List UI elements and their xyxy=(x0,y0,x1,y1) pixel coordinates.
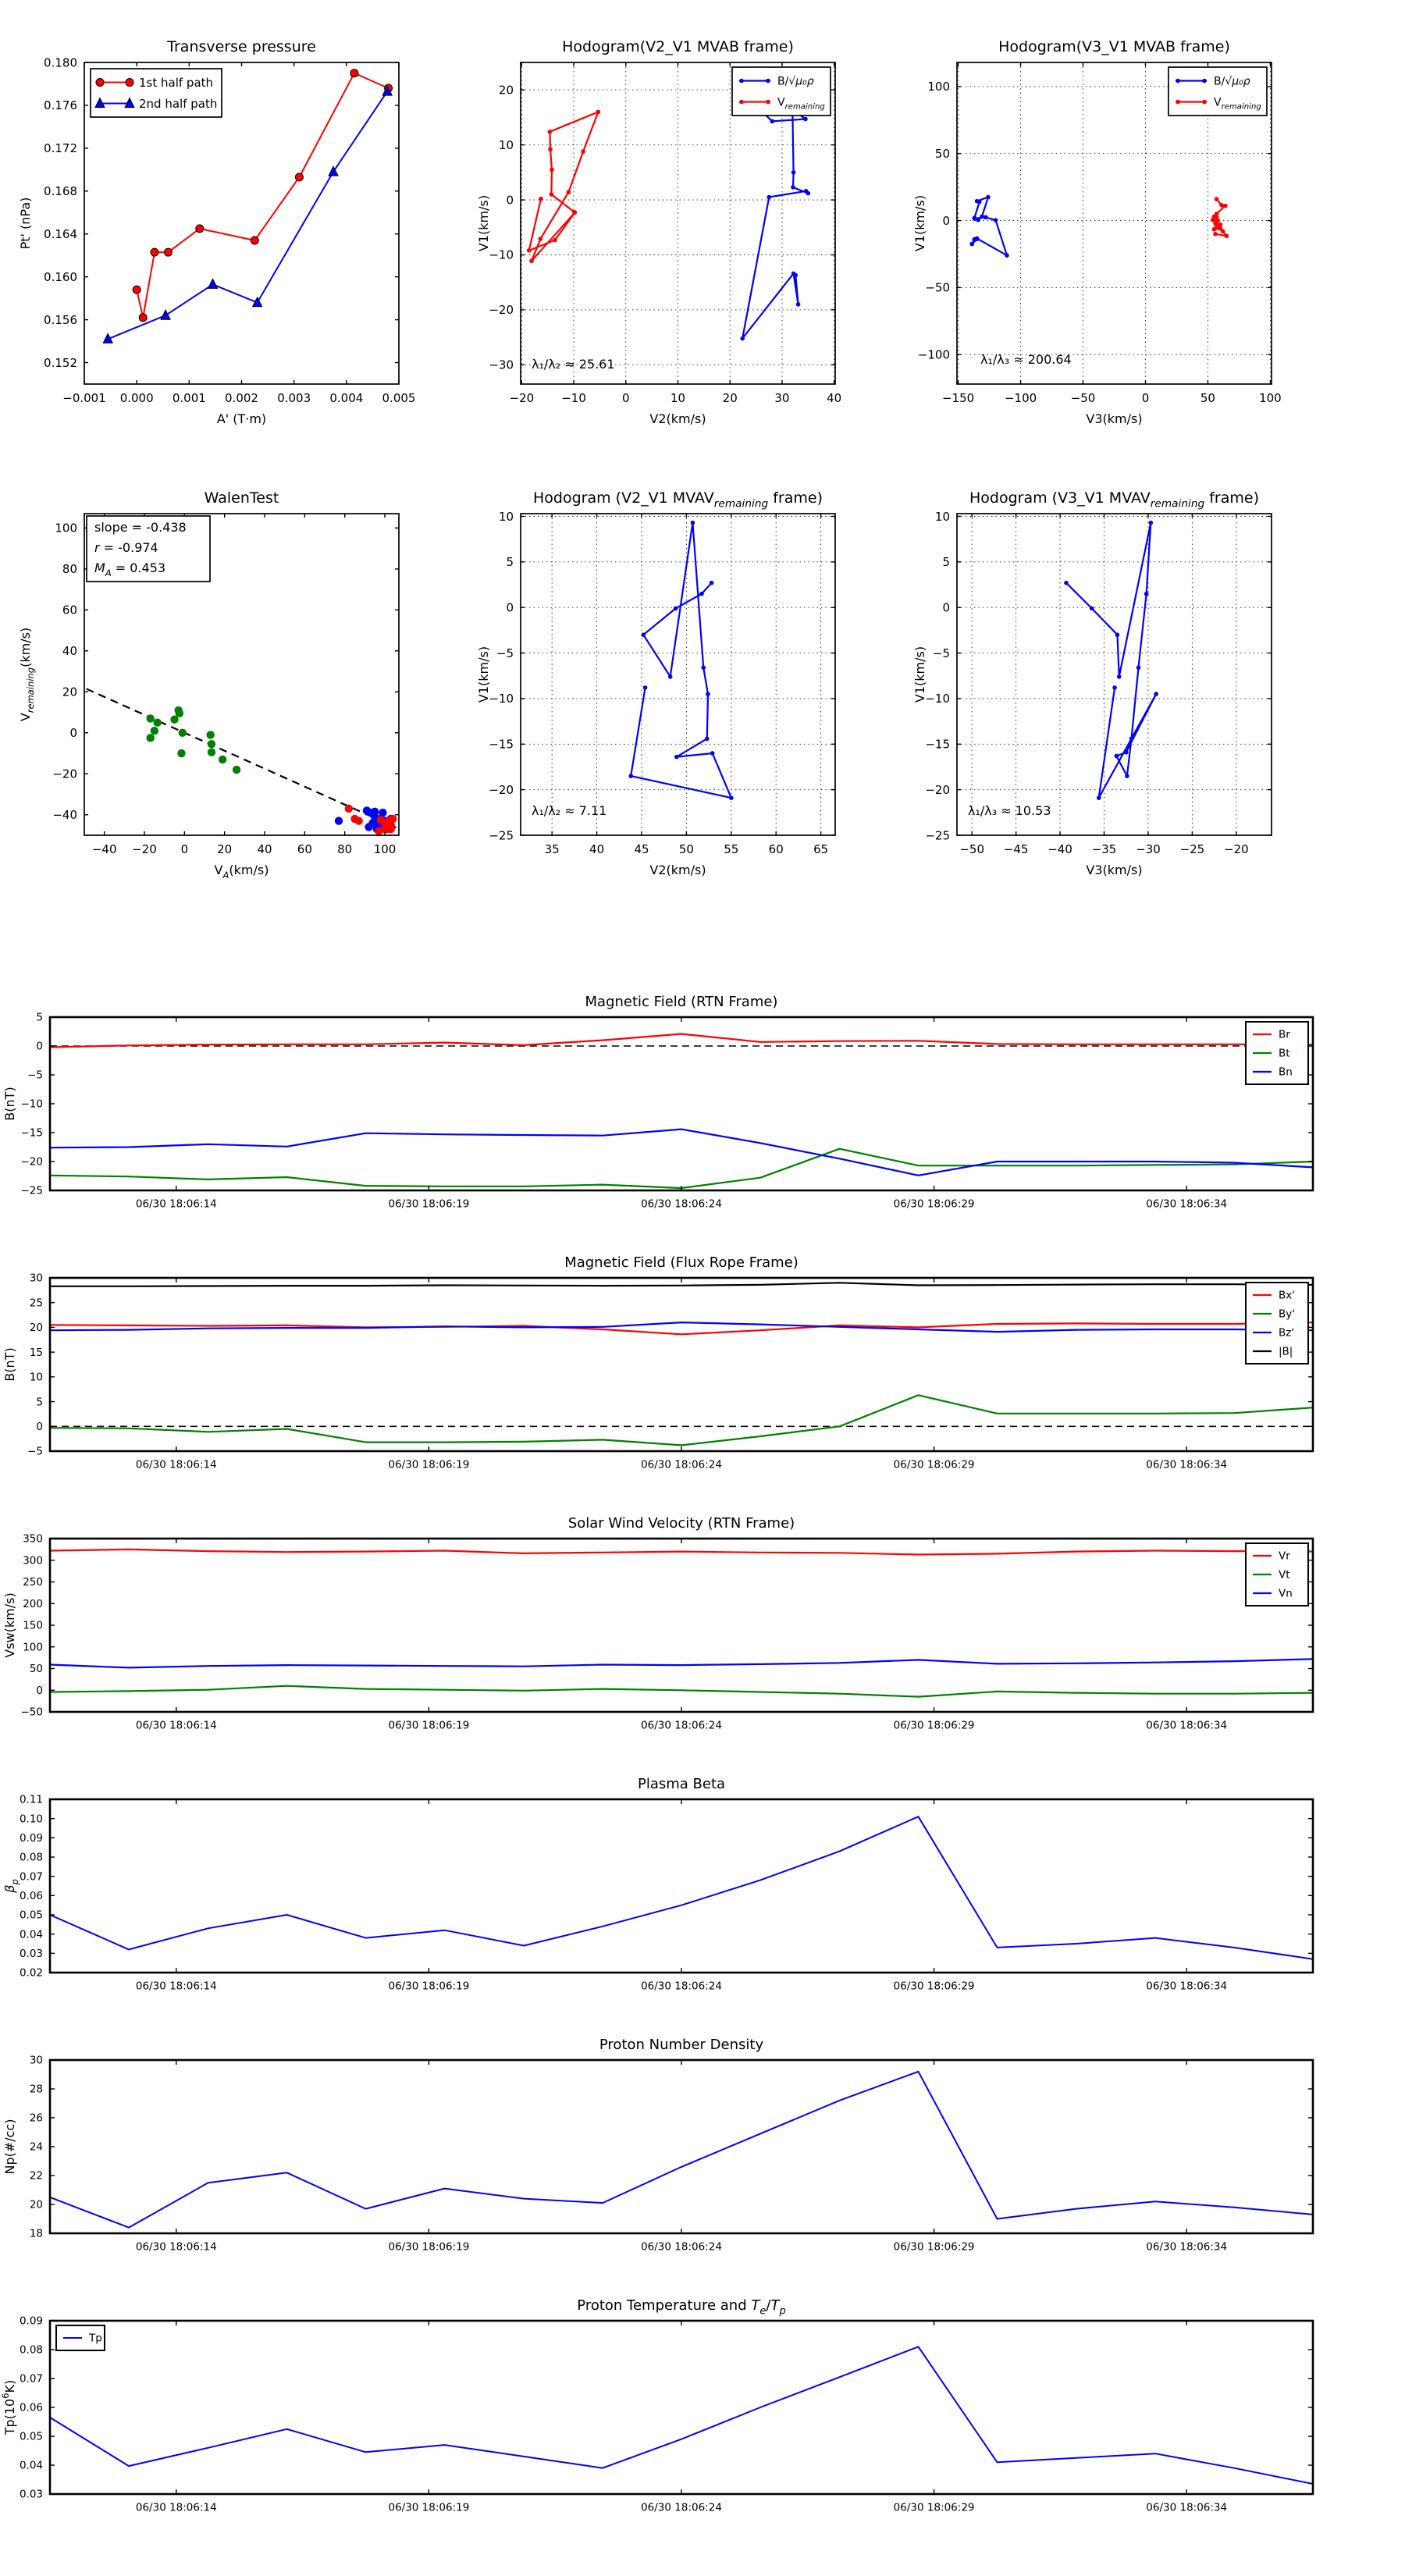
annotation xyxy=(87,516,210,582)
series-mid-points xyxy=(147,706,241,774)
y-tick-label: 26 xyxy=(29,2112,43,2125)
x-tick-label: 80 xyxy=(337,842,353,856)
x-tick-label: 06/30 18:06:14 xyxy=(135,1719,217,1732)
y-tick-label: −100 xyxy=(917,347,950,362)
y-tick-label: 0.10 xyxy=(19,1813,43,1826)
x-tick-label: −25 xyxy=(1179,842,1205,856)
y-tick-label: 100 xyxy=(23,1641,43,1654)
legend-label: Vt xyxy=(1279,1568,1290,1582)
panel-hodogram_v2v1_mvav xyxy=(474,471,855,887)
axes-frame xyxy=(50,2060,1313,2233)
y-tick-label: 22 xyxy=(29,2169,43,2183)
y-tick-label: 5 xyxy=(36,1011,43,1024)
y-tick-label: 24 xyxy=(29,2140,43,2154)
x-tick-label: −30 xyxy=(1136,842,1161,856)
series-v-path xyxy=(1064,521,1158,800)
x-tick-label: 06/30 18:06:19 xyxy=(388,2240,470,2254)
x-tick-label: −50 xyxy=(1070,391,1096,405)
annotation xyxy=(968,803,1051,818)
y-tick-label: 0.02 xyxy=(19,1966,43,1980)
y-tick-label: 0.172 xyxy=(44,141,77,156)
series-B-alfven xyxy=(969,195,1008,258)
y-tick-label: −50 xyxy=(20,1706,43,1719)
series-Vt xyxy=(50,1686,1313,1697)
x-tick-label: −45 xyxy=(1003,842,1029,856)
y-axis-label: V1(km/s) xyxy=(912,646,927,703)
y-tick-label: 10 xyxy=(498,509,514,524)
panel-transverse_pressure xyxy=(16,20,418,436)
legend-label: Bx' xyxy=(1279,1289,1295,1302)
chart-title: Hodogram (V3_V1 $MVAV_{remaining}$ frame) xyxy=(969,489,1259,511)
chart-b_rtn xyxy=(0,981,1405,1226)
chart-proton_temp xyxy=(0,2285,1405,2530)
x-tick-label: 06/30 18:06:29 xyxy=(893,1980,975,1993)
legend-label: By' xyxy=(1279,1308,1295,1321)
x-tick-label: 06/30 18:06:29 xyxy=(893,2240,975,2254)
x-tick-label: 06/30 18:06:29 xyxy=(893,2501,975,2514)
legend-label: Tp xyxy=(89,2332,102,2345)
x-tick-label: 40 xyxy=(589,842,605,856)
x-tick-label: 06/30 18:06:29 xyxy=(893,1197,975,1211)
series-Vr xyxy=(50,1550,1313,1555)
y-tick-label: −50 xyxy=(925,280,950,295)
x-tick-label: 06/30 18:06:14 xyxy=(135,2240,217,2254)
y-tick-label: 0 xyxy=(942,600,950,615)
x-tick-label: 0 xyxy=(180,842,189,856)
y-tick-label: 0.05 xyxy=(19,1909,43,1922)
y-tick-label: −10 xyxy=(489,692,514,706)
x-tick-label: 06/30 18:06:24 xyxy=(641,1980,722,1993)
legend xyxy=(1246,1543,1308,1606)
x-tick-label: −150 xyxy=(941,391,975,405)
y-tick-label: −10 xyxy=(20,1098,43,1111)
axes-frame xyxy=(50,1539,1313,1712)
series-Np xyxy=(50,2072,1313,2228)
x-tick-label: 06/30 18:06:34 xyxy=(1146,1197,1228,1211)
axes-frame xyxy=(50,2321,1313,2494)
x-tick-label: 45 xyxy=(634,842,649,856)
y-tick-label: −25 xyxy=(925,828,950,843)
legend-label: Vr xyxy=(1279,1550,1290,1563)
x-tick-label: 06/30 18:06:19 xyxy=(388,2501,470,2514)
chart-title: WalenTest xyxy=(204,489,279,507)
y-tick-label: 40 xyxy=(62,644,77,659)
chart-title: Hodogram(V3_V1 MVAB frame) xyxy=(998,38,1230,55)
axes-frame xyxy=(50,1278,1313,1451)
series-By xyxy=(50,1395,1313,1445)
legend-label: Bz' xyxy=(1279,1326,1295,1340)
legend xyxy=(56,2325,105,2350)
y-tick-label: −40 xyxy=(52,808,77,823)
annotation-text: λ₁/λ₃ ≈ 10.53 xyxy=(968,803,1051,818)
x-tick-label: 06/30 18:06:14 xyxy=(135,1458,217,1471)
x-tick-label: 55 xyxy=(724,842,739,856)
chart-proton_density xyxy=(0,2024,1405,2269)
panel-proton_temp xyxy=(0,2285,1405,2533)
y-tick-label: 0.04 xyxy=(19,2459,43,2472)
y-tick-label: 5 xyxy=(942,555,950,570)
y-tick-label: 0.11 xyxy=(19,1793,43,1806)
legend-label: $V_{remaining}$ xyxy=(1214,96,1261,112)
y-axis xyxy=(27,1272,1313,1458)
y-tick-label: 0.09 xyxy=(19,2314,43,2328)
legend-label: B/√μ₀ρ xyxy=(1214,75,1250,88)
x-tick-label: 06/30 18:06:34 xyxy=(1146,1458,1228,1471)
x-axis xyxy=(136,2321,1227,2514)
y-tick-label: −20 xyxy=(52,767,77,781)
x-tick-label: −40 xyxy=(91,842,117,856)
x-tick-label: 06/30 18:06:34 xyxy=(1146,1719,1228,1732)
y-tick-label: −20 xyxy=(925,782,950,797)
chart-hodogram_v3v1_mvab xyxy=(910,20,1291,432)
x-tick-label: 100 xyxy=(373,842,397,856)
chart-title: Proton Temperature and $T_e/T_p$ xyxy=(577,2297,786,2318)
x-tick-label: 50 xyxy=(678,842,694,856)
x-tick-label: 06/30 18:06:34 xyxy=(1146,2501,1228,2514)
chart-b_flux_rope xyxy=(0,1242,1405,1487)
chart-title: Plasma Beta xyxy=(637,1776,726,1792)
y-tick-label: 10 xyxy=(498,137,514,152)
axes-frame xyxy=(50,1799,1313,1973)
y-tick-label: 25 xyxy=(29,1297,43,1310)
y-tick-label: 0 xyxy=(506,600,514,615)
x-tick-label: 06/30 18:06:19 xyxy=(388,1197,470,1211)
annotation xyxy=(532,357,615,372)
y-axis-label: B(nT) xyxy=(2,1087,17,1121)
y-tick-label: 0.164 xyxy=(44,226,77,241)
legend xyxy=(732,67,831,116)
x-axis-label: A' (T·m) xyxy=(216,411,267,426)
grid xyxy=(957,514,1272,835)
chart-title: Solar Wind Velocity (RTN Frame) xyxy=(567,1515,795,1532)
annotation-text: slope = -0.438 xyxy=(94,520,187,535)
y-tick-label: 60 xyxy=(62,603,77,617)
panel-proton_density xyxy=(0,2024,1405,2272)
x-tick-label: 06/30 18:06:24 xyxy=(641,2501,722,2514)
y-tick-label: 20 xyxy=(498,83,514,98)
y-tick-label: −15 xyxy=(925,737,950,752)
x-tick-label: 06/30 18:06:14 xyxy=(135,1197,217,1211)
legend-label: 2nd half path xyxy=(139,96,218,111)
panel-hodogram_v3v1_mvab xyxy=(910,20,1291,436)
y-tick-label: 0 xyxy=(36,1684,43,1697)
x-tick-label: 06/30 18:06:19 xyxy=(388,1980,470,1993)
y-axis-label: B(nT) xyxy=(2,1347,17,1382)
series-Tp xyxy=(50,2347,1313,2484)
legend-label: |B| xyxy=(1279,1345,1293,1358)
x-tick-label: 10 xyxy=(670,391,686,405)
x-tick-label: −20 xyxy=(132,842,157,856)
series-beta xyxy=(50,1816,1313,1959)
y-tick-label: 0 xyxy=(36,1040,43,1053)
y-tick-label: 20 xyxy=(62,685,77,699)
x-tick-label: 0.005 xyxy=(382,391,416,405)
y-axis-label: V1(km/s) xyxy=(912,194,927,252)
chart-title: Transverse pressure xyxy=(167,38,316,55)
annotation-text: λ₁/λ₂ ≈ 7.11 xyxy=(532,803,607,818)
y-axis-label: Vsw(km/s) xyxy=(2,1592,17,1658)
annotation-text: r = -0.974 xyxy=(94,540,158,555)
series-B-alfven xyxy=(740,94,810,340)
x-tick-label: 100 xyxy=(1259,391,1282,405)
series-Bt xyxy=(50,1149,1313,1188)
x-tick-label: 06/30 18:06:14 xyxy=(135,2501,217,2514)
y-axis xyxy=(20,1794,1313,1980)
legend-label: B/√μ₀ρ xyxy=(777,75,814,88)
y-tick-label: 250 xyxy=(23,1576,43,1589)
series-v-path xyxy=(628,521,733,800)
x-tick-label: 30 xyxy=(774,391,790,405)
y-axis-label: Pt' (nPa) xyxy=(18,197,33,250)
x-axis xyxy=(136,1539,1227,1732)
y-tick-label: 0.156 xyxy=(44,312,77,327)
chart-transverse_pressure xyxy=(16,20,418,432)
y-tick-label: 30 xyxy=(29,1272,43,1285)
panel-hodogram_v3v1_mvav xyxy=(910,471,1291,887)
chart-plasma_beta xyxy=(0,1763,1405,2008)
chart-title: Magnetic Field (RTN Frame) xyxy=(585,994,778,1010)
y-tick-label: −30 xyxy=(489,358,514,372)
x-tick-label: 0.004 xyxy=(329,391,364,405)
y-axis-label: $Tp(10^6K)$ xyxy=(0,2379,17,2435)
y-tick-label: 15 xyxy=(29,1346,43,1359)
y-tick-label: 18 xyxy=(29,2227,43,2240)
y-axis xyxy=(30,2055,1313,2240)
panel-vsw_rtn xyxy=(0,1503,1405,1751)
series-Br xyxy=(50,1034,1313,1048)
chart-walen_test xyxy=(16,471,418,884)
y-tick-label: 350 xyxy=(23,1532,43,1546)
chart-hodogram_v3v1_mvav xyxy=(910,471,1291,884)
x-tick-label: 06/30 18:06:34 xyxy=(1146,1980,1228,1993)
series-V-remaining xyxy=(1211,197,1229,238)
x-tick-label: 20 xyxy=(217,842,233,856)
legend-label: Vn xyxy=(1279,1587,1293,1600)
y-tick-label: −25 xyxy=(489,828,514,843)
x-tick-label: 0.002 xyxy=(225,391,258,405)
x-tick-label: −0.001 xyxy=(62,391,106,405)
y-tick-label: 20 xyxy=(29,2198,43,2211)
y-tick-label: 0.08 xyxy=(19,1851,43,1864)
y-tick-label: 100 xyxy=(55,521,77,535)
y-axis-label: $\beta_p$ xyxy=(2,1879,20,1893)
x-tick-label: 06/30 18:06:24 xyxy=(641,2240,722,2254)
y-tick-label: 0.152 xyxy=(44,355,77,370)
chart-hodogram_v2v1_mvav xyxy=(474,471,855,884)
annotation-text: λ₁/λ₂ ≈ 25.61 xyxy=(532,357,615,372)
y-tick-label: 0 xyxy=(506,193,514,208)
y-tick-label: −10 xyxy=(925,692,950,706)
x-tick-label: 65 xyxy=(813,842,829,856)
legend xyxy=(1246,1283,1308,1364)
chart-title: Hodogram(V2_V1 MVAB frame) xyxy=(562,38,794,55)
annotation xyxy=(980,352,1072,367)
y-tick-label: 300 xyxy=(23,1554,43,1567)
x-tick-label: −40 xyxy=(1048,842,1072,856)
series-Bmag xyxy=(50,1283,1313,1286)
chart-vsw_rtn xyxy=(0,1503,1405,1748)
chart-title: Magnetic Field (Flux Rope Frame) xyxy=(564,1254,799,1271)
x-tick-label: 06/30 18:06:19 xyxy=(388,1719,470,1732)
chart-hodogram_v2v1_mvab xyxy=(474,20,855,432)
x-tick-label: 50 xyxy=(1200,391,1215,405)
y-tick-label: 0.08 xyxy=(19,2343,43,2357)
series-Bn xyxy=(50,1130,1313,1176)
y-axis xyxy=(489,83,835,372)
y-tick-label: 0 xyxy=(69,726,77,741)
y-tick-label: 10 xyxy=(29,1371,43,1384)
y-tick-label: 10 xyxy=(934,509,950,524)
y-axis xyxy=(20,2315,1313,2501)
series-V-remaining xyxy=(527,110,600,263)
panel-walen_test xyxy=(16,471,418,887)
y-tick-label: 100 xyxy=(927,80,950,94)
chart-title: Hodogram (V2_V1 $MVAV_{remaining}$ frame) xyxy=(533,489,823,511)
y-tick-label: 150 xyxy=(23,1619,43,1632)
y-tick-label: 5 xyxy=(506,555,514,570)
y-tick-label: −25 xyxy=(20,1184,43,1197)
x-tick-label: 35 xyxy=(544,842,560,856)
panel-b_flux_rope xyxy=(0,1242,1405,1490)
legend xyxy=(1168,67,1267,116)
y-tick-label: 0 xyxy=(36,1421,43,1434)
x-tick-label: 0.003 xyxy=(277,391,311,405)
y-tick-label: 80 xyxy=(62,562,77,577)
x-axis-label: V3(km/s) xyxy=(1086,863,1143,877)
y-tick-label: 50 xyxy=(29,1663,43,1676)
y-tick-label: 0.180 xyxy=(44,55,77,70)
x-axis-label: $V_A(km/s)$ xyxy=(214,863,269,881)
y-tick-label: 50 xyxy=(934,146,950,161)
series-2nd-half-path xyxy=(103,86,392,343)
y-tick-label: 0.160 xyxy=(44,269,77,284)
x-axis-label: V2(km/s) xyxy=(649,863,706,877)
y-tick-label: 0.05 xyxy=(19,2430,43,2443)
panel-b_rtn xyxy=(0,981,1405,1229)
series-Vn xyxy=(50,1659,1313,1667)
legend-label: 1st half path xyxy=(139,75,214,90)
x-axis xyxy=(136,2060,1227,2254)
y-tick-label: −5 xyxy=(932,646,950,660)
x-tick-label: 60 xyxy=(768,842,784,856)
y-tick-label: 0.07 xyxy=(19,2372,43,2386)
axes-frame xyxy=(957,514,1272,835)
legend-label: Br xyxy=(1279,1028,1290,1041)
y-tick-label: 0.04 xyxy=(19,1928,43,1941)
y-axis-label: Np(#/cc) xyxy=(2,2119,17,2175)
x-tick-label: 06/30 18:06:14 xyxy=(135,1980,217,1993)
y-tick-label: 0.06 xyxy=(19,1890,43,1903)
y-tick-label: 0.03 xyxy=(19,1948,43,1961)
x-tick-label: 60 xyxy=(297,842,312,856)
y-tick-label: 0.07 xyxy=(19,1870,43,1884)
x-tick-label: −10 xyxy=(561,391,586,405)
y-tick-label: −15 xyxy=(20,1126,43,1140)
x-tick-label: −20 xyxy=(509,391,535,405)
y-tick-label: −5 xyxy=(27,1069,43,1082)
x-tick-label: 0 xyxy=(1141,391,1150,405)
y-tick-label: 0.09 xyxy=(19,1832,43,1845)
y-tick-label: 28 xyxy=(29,2083,43,2096)
x-axis xyxy=(136,1799,1227,1993)
y-tick-label: 200 xyxy=(23,1597,43,1610)
x-tick-label: 40 xyxy=(827,391,842,405)
chart-title: Proton Number Density xyxy=(599,2037,764,2053)
y-tick-label: 0 xyxy=(942,213,950,228)
x-axis-label: V2(km/s) xyxy=(649,411,706,426)
y-tick-label: 20 xyxy=(29,1322,43,1335)
x-axis xyxy=(136,1278,1227,1471)
y-tick-label: −20 xyxy=(20,1155,43,1169)
x-tick-label: 06/30 18:06:29 xyxy=(893,1719,975,1732)
y-tick-label: 30 xyxy=(29,2054,43,2067)
panel-hodogram_v2v1_mvab xyxy=(474,20,855,436)
x-tick-label: 0.001 xyxy=(172,391,206,405)
y-tick-label: −5 xyxy=(27,1445,43,1458)
legend-label: $V_{remaining}$ xyxy=(777,96,825,112)
legend xyxy=(91,69,222,117)
x-tick-label: 06/30 18:06:24 xyxy=(641,1458,722,1471)
y-axis-label: V1(km/s) xyxy=(476,194,491,252)
x-tick-label: 06/30 18:06:24 xyxy=(641,1719,722,1732)
annotation xyxy=(532,803,606,818)
x-tick-label: 40 xyxy=(257,842,272,856)
x-tick-label: 06/30 18:06:29 xyxy=(893,1458,975,1471)
y-tick-label: 0.176 xyxy=(44,98,77,113)
y-tick-label: 0.168 xyxy=(44,184,77,199)
y-tick-label: −5 xyxy=(496,646,514,660)
annotation-text: λ₁/λ₃ ≈ 200.64 xyxy=(980,352,1072,367)
y-axis xyxy=(925,510,1272,842)
y-axis xyxy=(489,510,835,842)
y-tick-label: −10 xyxy=(489,247,514,262)
x-tick-label: 0 xyxy=(622,391,630,405)
x-tick-label: −20 xyxy=(1224,842,1249,856)
x-tick-label: 0.000 xyxy=(119,391,154,405)
y-axis-label: V1(km/s) xyxy=(476,646,491,703)
x-tick-label: −50 xyxy=(959,842,985,856)
annotation-text: $M_A = 0.453$ xyxy=(94,560,166,578)
y-axis xyxy=(21,1012,1314,1197)
y-tick-label: −20 xyxy=(489,782,514,797)
legend-label: Bn xyxy=(1279,1066,1293,1079)
x-tick-label: 06/30 18:06:34 xyxy=(1146,2240,1228,2254)
y-tick-label: −20 xyxy=(489,303,514,318)
y-axis-label: $V_{remaining}(km/s)$ xyxy=(18,627,36,722)
x-axis-label: V3(km/s) xyxy=(1086,411,1143,426)
x-tick-label: 06/30 18:06:19 xyxy=(388,1458,470,1471)
legend-label: Bt xyxy=(1279,1047,1290,1060)
y-tick-label: 0.06 xyxy=(19,2401,43,2414)
y-tick-label: 5 xyxy=(36,1396,43,1409)
legend xyxy=(1246,1022,1308,1084)
x-tick-label: 06/30 18:06:24 xyxy=(641,1197,722,1211)
y-tick-label: 0.03 xyxy=(19,2488,43,2501)
panel-plasma_beta xyxy=(0,1763,1405,2012)
x-tick-label: −100 xyxy=(1004,391,1037,405)
x-tick-label: −35 xyxy=(1091,842,1117,856)
x-tick-label: 20 xyxy=(722,391,738,405)
y-tick-label: −15 xyxy=(489,737,514,752)
